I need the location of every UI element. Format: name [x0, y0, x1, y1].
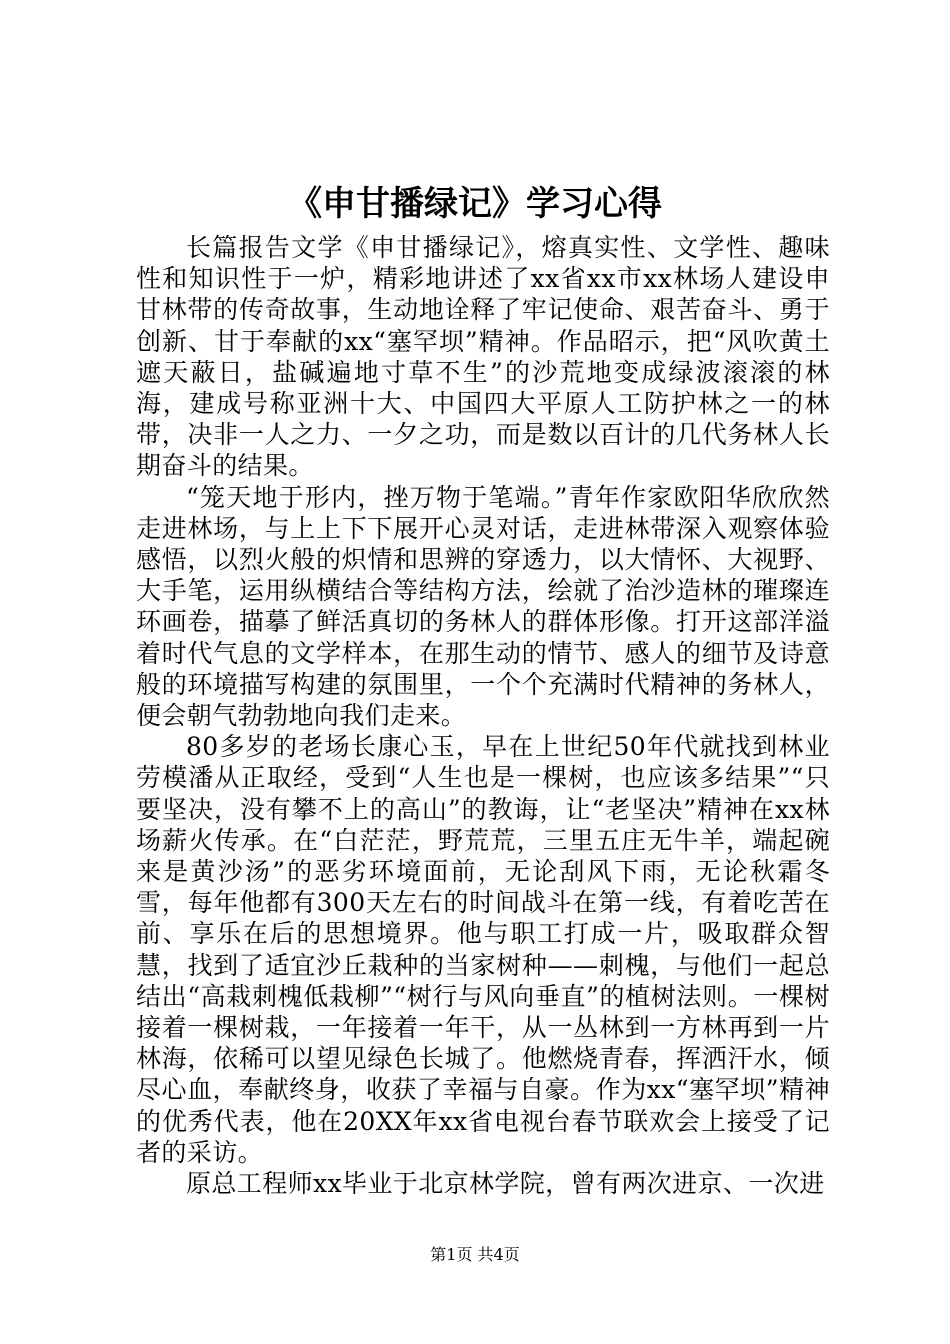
document-body [136, 232, 830, 1199]
page-footer: 第1页 共4页 [430, 1245, 520, 1264]
paragraph-4: 原总工程师xx毕业于北京林学院，曾有两次进京、一次进 [186, 1169, 825, 1199]
document-title: 《申甘播绿记》学习心得 [288, 184, 662, 224]
paragraph-2: “笼天地于形内，挫万物于笔端。”青年作家欧阳华欣欣然走进林场，与上上下下展开心灵对话，走进林带深入观察体验感悟，以烈火般的炽情和思辨的穿透力，以大情怀、大视野、大手笔，运用纵横结合等结构方法，绘就了治沙造林的璀璨连环画卷，描摹了鲜活真切的务林人的群体形像。打开这部洋溢着时代气息的文学样本，在那生动的情节、感人的细节及诗意般的环境描写构建的氛围里，一个个充满时代精神的务林人，便会朝气勃勃地向我们走来。 [136, 482, 830, 731]
paragraph-3: 80多岁的老场长康心玉，早在上世纪50年代就找到林业劳模潘从正取经，受到“人生也是一棵树，也应该多结果”“只要坚决，没有攀不上的高山”的教诲，让“老坚决”精神在xx林场薪火传承。在“白茫茫，野荒荒，三里五庄无牛羊，端起碗来是黄沙汤”的恶劣环境面前，无论刮风下雨，无论秋霜冬雪，每年他都有300天左右的时间战斗在第一线，有着吃苦在前、享乐在后的思想境界。他与职工打成一片，吸取群众智慧，找到了适宜沙丘栽种的当家树种——刺槐，与他们一起总结出“高栽刺槐低栽柳”“树行与风向垂直”的植树法则。一棵树接着一棵树栽，一年接着一年干，从一丛林到一方林再到一片林海，依稀可以望见绿色长城了。他燃烧青春，挥洒汗水，倾尽心血，奉献终身，收获了幸福与自豪。作为xx“塞罕坝”精神的优秀代表，他在20XX年xx省电视台春节联欢会上接受了记者的采访。 [136, 732, 830, 1167]
paragraph-1: 长篇报告文学《申甘播绿记》，熔真实性、文学性、趣味性和知识性于一炉，精彩地讲述了xx省xx市xx林场人建设申甘林带的传奇故事，生动地诠释了牢记使命、艰苦奋斗、勇于创新、甘于奉献的xx“塞罕坝”精神。作品昭示，把“风吹黄土遮天蔽日，盐碱遍地寸草不生”的沙荒地变成绿波滚滚的林海，建成号称亚洲十大、中国四大平原人工防护林之一的林带，决非一人之力、一夕之功，而是数以百计的几代务林人长期奋斗的结果。 [136, 233, 830, 481]
